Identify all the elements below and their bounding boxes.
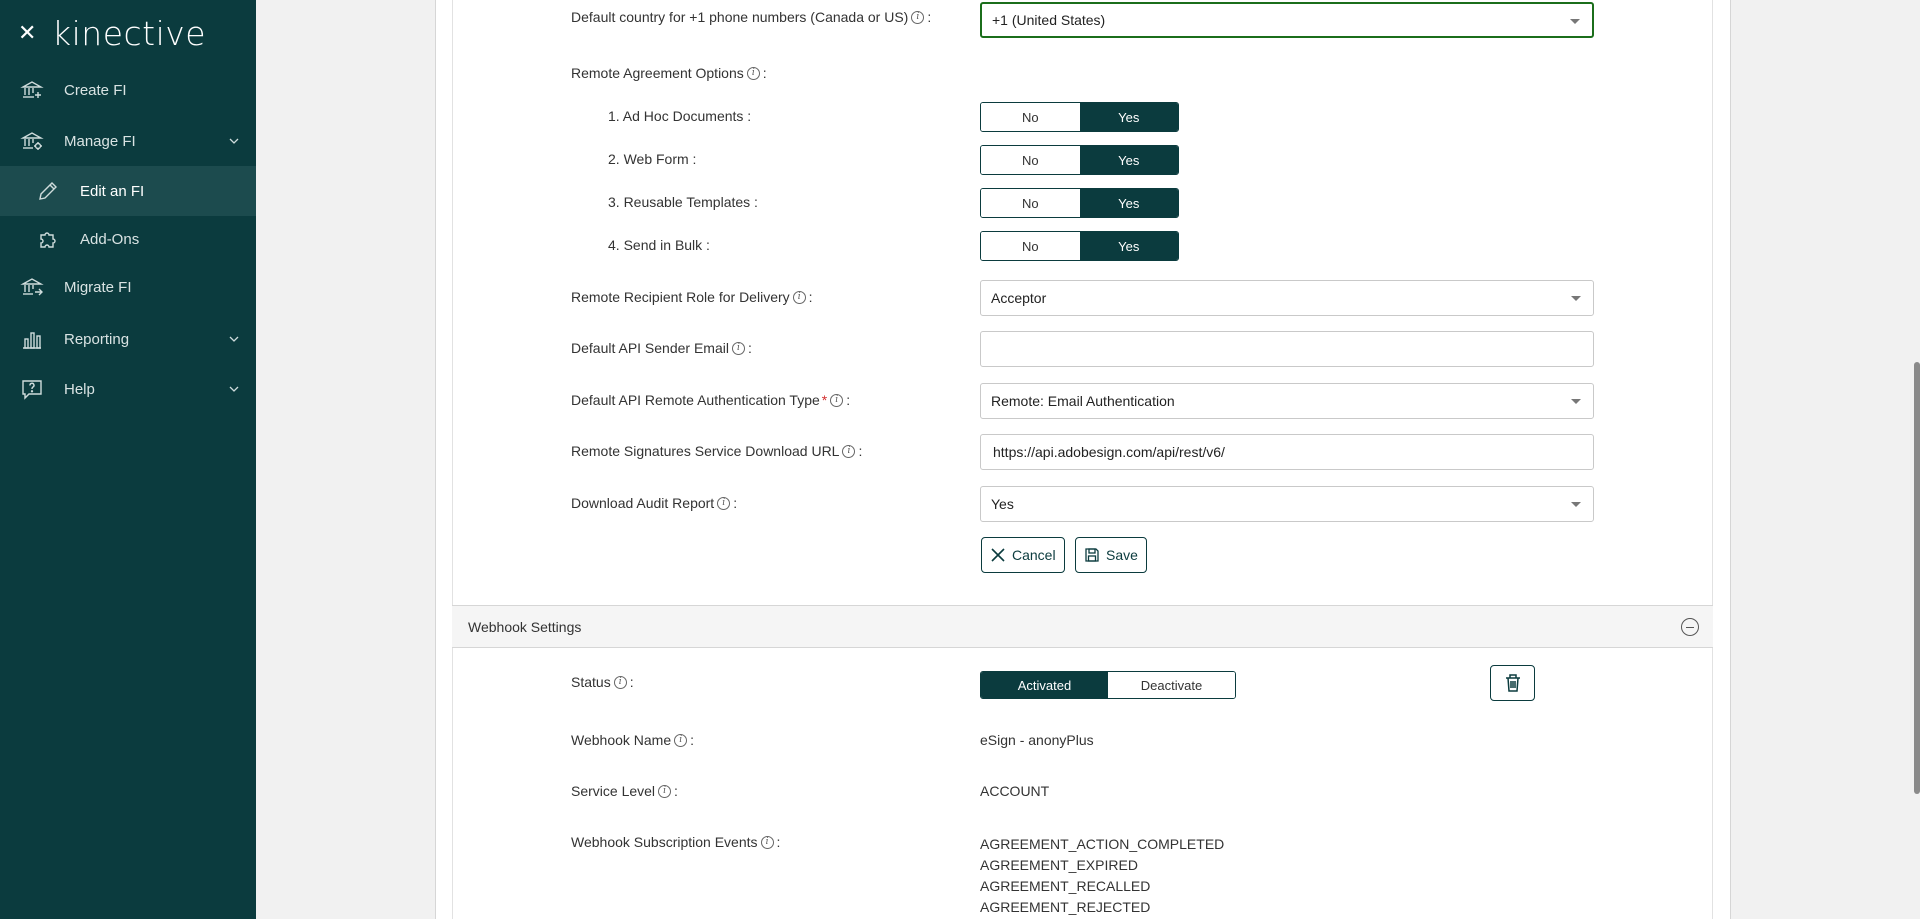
sidebar-item-label: Edit an FI — [80, 182, 145, 200]
info-icon[interactable]: i — [674, 734, 687, 747]
chevron-down-icon — [228, 383, 240, 395]
delete-webhook-button[interactable] — [1490, 665, 1535, 701]
info-icon[interactable]: i — [614, 676, 627, 689]
brand — [18, 12, 206, 54]
api-sender-email-label: Default API Sender Email i : — [571, 340, 752, 356]
webhook-name-label: Webhook Name i : — [571, 732, 695, 748]
page-gutter-left — [256, 0, 435, 919]
sidebar-item-edit-an-fi[interactable] — [0, 166, 256, 216]
toggle-no[interactable]: No — [981, 146, 1080, 174]
sidebar-item-migrate-fi[interactable] — [0, 262, 256, 312]
default-country-select[interactable] — [980, 2, 1594, 38]
recipient-role-label: Remote Recipient Role for Delivery i : — [571, 289, 813, 305]
bank-arrow-icon — [20, 275, 44, 299]
pencil-icon — [36, 179, 60, 203]
sidebar-item-create-fi[interactable] — [0, 65, 256, 115]
logo: kinective — [52, 13, 207, 53]
download-url-value: https://api.adobesign.com/api/rest/v6/ — [993, 444, 1225, 460]
default-country-value: +1 (United States) — [992, 12, 1106, 28]
sidebar — [0, 0, 256, 919]
caret-down-icon — [1571, 296, 1581, 301]
sidebar-item-label: Migrate FI — [64, 278, 132, 296]
chevron-down-icon — [228, 333, 240, 345]
caret-down-icon — [1571, 502, 1581, 507]
send-in-bulk-toggle[interactable] — [980, 231, 1179, 261]
option-label: 1. Ad Hoc Documents : — [608, 108, 752, 124]
sidebar-item-add-ons[interactable] — [0, 214, 256, 264]
info-icon[interactable]: i — [830, 394, 843, 407]
sidebar-item-label: Add-Ons — [80, 230, 140, 248]
webhook-settings-header[interactable] — [452, 605, 1713, 648]
list-item: AGREEMENT_RECALLED — [980, 878, 1151, 894]
webhook-name-value: eSign - anonyPlus — [980, 732, 1094, 748]
bank-add-icon — [20, 78, 44, 102]
info-icon[interactable]: i — [717, 497, 730, 510]
api-sender-email-input[interactable] — [980, 331, 1594, 367]
cancel-button[interactable] — [981, 537, 1065, 573]
sidebar-item-label: Create FI — [64, 81, 127, 99]
bank-gear-icon — [20, 129, 44, 153]
recipient-role-value: Acceptor — [991, 290, 1047, 306]
sidebar-item-reporting[interactable] — [0, 314, 256, 364]
sidebar-item-help[interactable] — [0, 364, 256, 414]
service-level-value: ACCOUNT — [980, 783, 1050, 799]
save-button[interactable] — [1075, 537, 1147, 573]
sidebar-item-label: Reporting — [64, 330, 130, 348]
cancel-label: Cancel — [1012, 547, 1056, 563]
save-label: Save — [1106, 547, 1138, 563]
required-marker: * — [821, 392, 828, 408]
option-label: 4. Send in Bulk : — [608, 237, 710, 253]
scrollbar[interactable] — [1914, 0, 1920, 919]
toggle-yes[interactable]: Yes — [1080, 232, 1179, 260]
web-form-toggle[interactable] — [980, 145, 1179, 175]
deactivate-option[interactable]: Deactivate — [1108, 672, 1235, 698]
collapse-icon[interactable] — [1681, 618, 1699, 636]
audit-report-select[interactable] — [980, 486, 1594, 522]
section-title: Webhook Settings — [468, 619, 582, 635]
save-icon — [1084, 547, 1100, 563]
list-item: AGREEMENT_EXPIRED — [980, 857, 1138, 873]
option-label: 3. Reusable Templates : — [608, 194, 758, 210]
trash-icon — [1504, 673, 1522, 693]
audit-report-value: Yes — [991, 496, 1014, 512]
toggle-no[interactable]: No — [981, 232, 1080, 260]
option-label: 2. Web Form : — [608, 151, 697, 167]
remote-agreement-label: Remote Agreement Options i : — [571, 65, 767, 81]
activated-option[interactable]: Activated — [981, 672, 1108, 698]
scrollbar-thumb[interactable] — [1914, 362, 1920, 794]
sidebar-item-label: Help — [64, 380, 95, 398]
list-item: AGREEMENT_REJECTED — [980, 899, 1151, 915]
ad-hoc-documents-toggle[interactable] — [980, 102, 1179, 132]
subscription-events-list — [980, 834, 1224, 918]
bar-chart-icon — [20, 327, 44, 351]
api-auth-type-value: Remote: Email Authentication — [991, 393, 1175, 409]
close-icon[interactable]: ✕ — [18, 20, 37, 45]
help-icon — [20, 377, 44, 401]
toggle-no[interactable]: No — [981, 189, 1080, 217]
info-icon[interactable]: i — [842, 445, 855, 458]
default-country-label: Default country for +1 phone numbers (Canada or US) i : — [571, 9, 932, 25]
chevron-down-icon — [228, 135, 240, 147]
sidebar-item-manage-fi[interactable] — [0, 116, 256, 166]
api-auth-type-select[interactable] — [980, 383, 1594, 419]
info-icon[interactable]: i — [761, 836, 774, 849]
recipient-role-select[interactable] — [980, 280, 1594, 316]
page-gutter-right — [1731, 0, 1914, 919]
reusable-templates-toggle[interactable] — [980, 188, 1179, 218]
close-icon — [990, 547, 1006, 563]
info-icon[interactable]: i — [658, 785, 671, 798]
info-icon[interactable]: i — [793, 291, 806, 304]
audit-report-label: Download Audit Report i : — [571, 495, 738, 511]
toggle-no[interactable]: No — [981, 103, 1080, 131]
subscription-events-label: Webhook Subscription Events i : — [571, 834, 781, 850]
sidebar-item-label: Manage FI — [64, 132, 136, 150]
toggle-yes[interactable]: Yes — [1080, 146, 1179, 174]
info-icon[interactable]: i — [732, 342, 745, 355]
caret-down-icon — [1571, 399, 1581, 404]
caret-down-icon — [1570, 19, 1580, 24]
puzzle-icon — [36, 227, 60, 251]
toggle-yes[interactable]: Yes — [1080, 103, 1179, 131]
info-icon[interactable]: i — [747, 67, 760, 80]
info-icon[interactable]: i — [911, 11, 924, 24]
toggle-yes[interactable]: Yes — [1080, 189, 1179, 217]
list-item: AGREEMENT_ACTION_COMPLETED — [980, 836, 1225, 852]
api-auth-type-label: Default API Remote Authentication Type * i : — [571, 392, 851, 408]
status-toggle[interactable] — [980, 671, 1236, 699]
status-label: Status i : — [571, 674, 634, 690]
service-level-label: Service Level i : — [571, 783, 678, 799]
download-url-label: Remote Signatures Service Download URL i : — [571, 443, 863, 459]
download-url-input[interactable] — [980, 434, 1594, 470]
